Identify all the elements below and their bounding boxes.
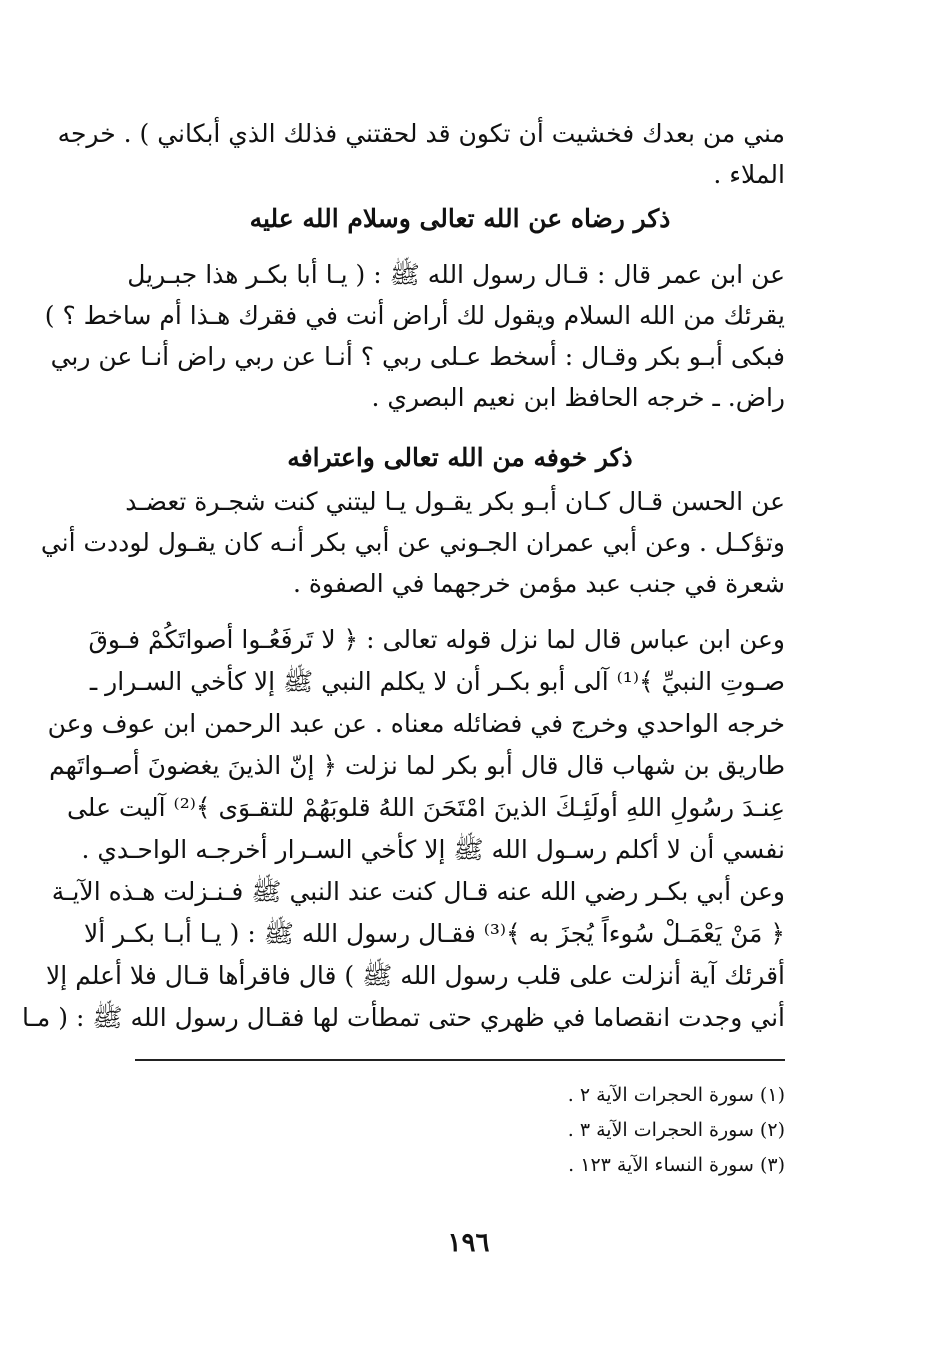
text-line: الملاء . — [713, 160, 785, 189]
page-number: ١٩٦ — [447, 1228, 490, 1258]
paragraph-contentment — [44, 254, 785, 418]
text-line: ﴿ مَنْ يَعْمَـلْ سُوءاً يُجزَ به ﴾⁽³⁾ فقـال رسول الله ﷺ : ( يـا أبـا بكـر ألا — [84, 919, 785, 948]
text-line: خرجه الواحدي وخرج في فضائله معناه . عن عبد الرحمن ابن عوف وعن — [47, 709, 785, 738]
footnote-1: (١) سورة الحجرات الآية ٢ . — [567, 1084, 785, 1106]
text-line: عن الحسن قـال كـان أبـو بكر يقـول يـا ليتني كنت شجـرة تعضـد — [125, 487, 785, 516]
text-line: أني وجدت انقصاما في ظهري حتى تمطأت لها فقـال رسول الله ﷺ : ( مـا — [21, 1003, 785, 1032]
text-line: وعن أبي بكـر رضي الله عنه قـال كنت عند النبي ﷺ فـنـزلت هـذه الآيـة — [51, 877, 785, 906]
text-line: يقرئك من الله السلام ويقول لك أراض أنت في فقرك هـذا أم ساخط ؟ ) — [44, 301, 785, 330]
text-line: عِنـدَ رسُولِ اللهِ أولَئِـكَ الذينَ امْتَحَنَ اللهُ قلوبَهُمْ للتقـوَى ﴾⁽²⁾ آليت على — [66, 793, 785, 822]
section-heading-contentment: ذكر رضاه عن الله تعالى وسلام الله عليه — [249, 204, 671, 233]
text-line: مني من بعدك فخشيت أن تكون قد لحقتني فذلك الذي أبكاني ) . خرجه — [57, 119, 785, 148]
paragraph-fear — [40, 481, 785, 604]
paragraph-top — [57, 113, 785, 195]
text-line: طاريق بن شهاب قال قال أبو بكر لما نزلت ﴿ إنّ الذينَ يغضونَ أصـواتَهم — [49, 751, 785, 780]
footnotes — [135, 1078, 785, 1183]
text-line: فبكى أبـو بكر وقـال : أسخط عـلى ربي ؟ أنـا عن ربي راض أنـا عن ربي — [50, 342, 785, 371]
section-heading-fear: ذكر خوفه من الله تعالى واعترافه — [287, 443, 633, 472]
text-line: وتؤكـل . وعن أبي عمران الجـوني عن أبي بكر أنـه كان يقـول لوددت أني — [40, 528, 785, 557]
text-line: راض. ـ خرجه الحافظ ابن نعيم البصري . — [371, 383, 785, 412]
text-line: نفسي أن لا أكلم رسـول الله ﷺ إلا كأخي السـرار أخرجـه الواحـدي . — [81, 835, 785, 864]
paragraph-ibn-abbas — [21, 619, 785, 1039]
text-line: شعرة في جنب عبد مؤمن خرجهما في الصفوة . — [292, 569, 785, 598]
footnote-3: (٣) سورة النساء الآية ١٢٣ . — [568, 1154, 785, 1176]
text-line: وعن ابن عباس قال لما نزل قوله تعالى : ﴿ لا تَرفَعُـوا أصواتَكُمْ فـوقَ — [88, 625, 785, 654]
footnote-2: (٢) سورة الحجرات الآية ٣ . — [567, 1119, 785, 1141]
footnote-divider — [135, 1059, 785, 1061]
text-line: صـوتِ النبيِّ ﴾⁽¹⁾ آلى أبو بكـر أن لا يكلم النبي ﷺ إلا كأخي السـرار ـ — [89, 667, 785, 696]
text-line: أقرئك آية أنزلت على قلب رسول الله ﷺ ) قال فاقرأها قـال فلا أعلم إلا — [46, 961, 785, 990]
text-line: عن ابن عمر قال : قـال رسول الله ﷺ : ( يـا أبا بكـر هذا جبـريل — [127, 260, 785, 289]
